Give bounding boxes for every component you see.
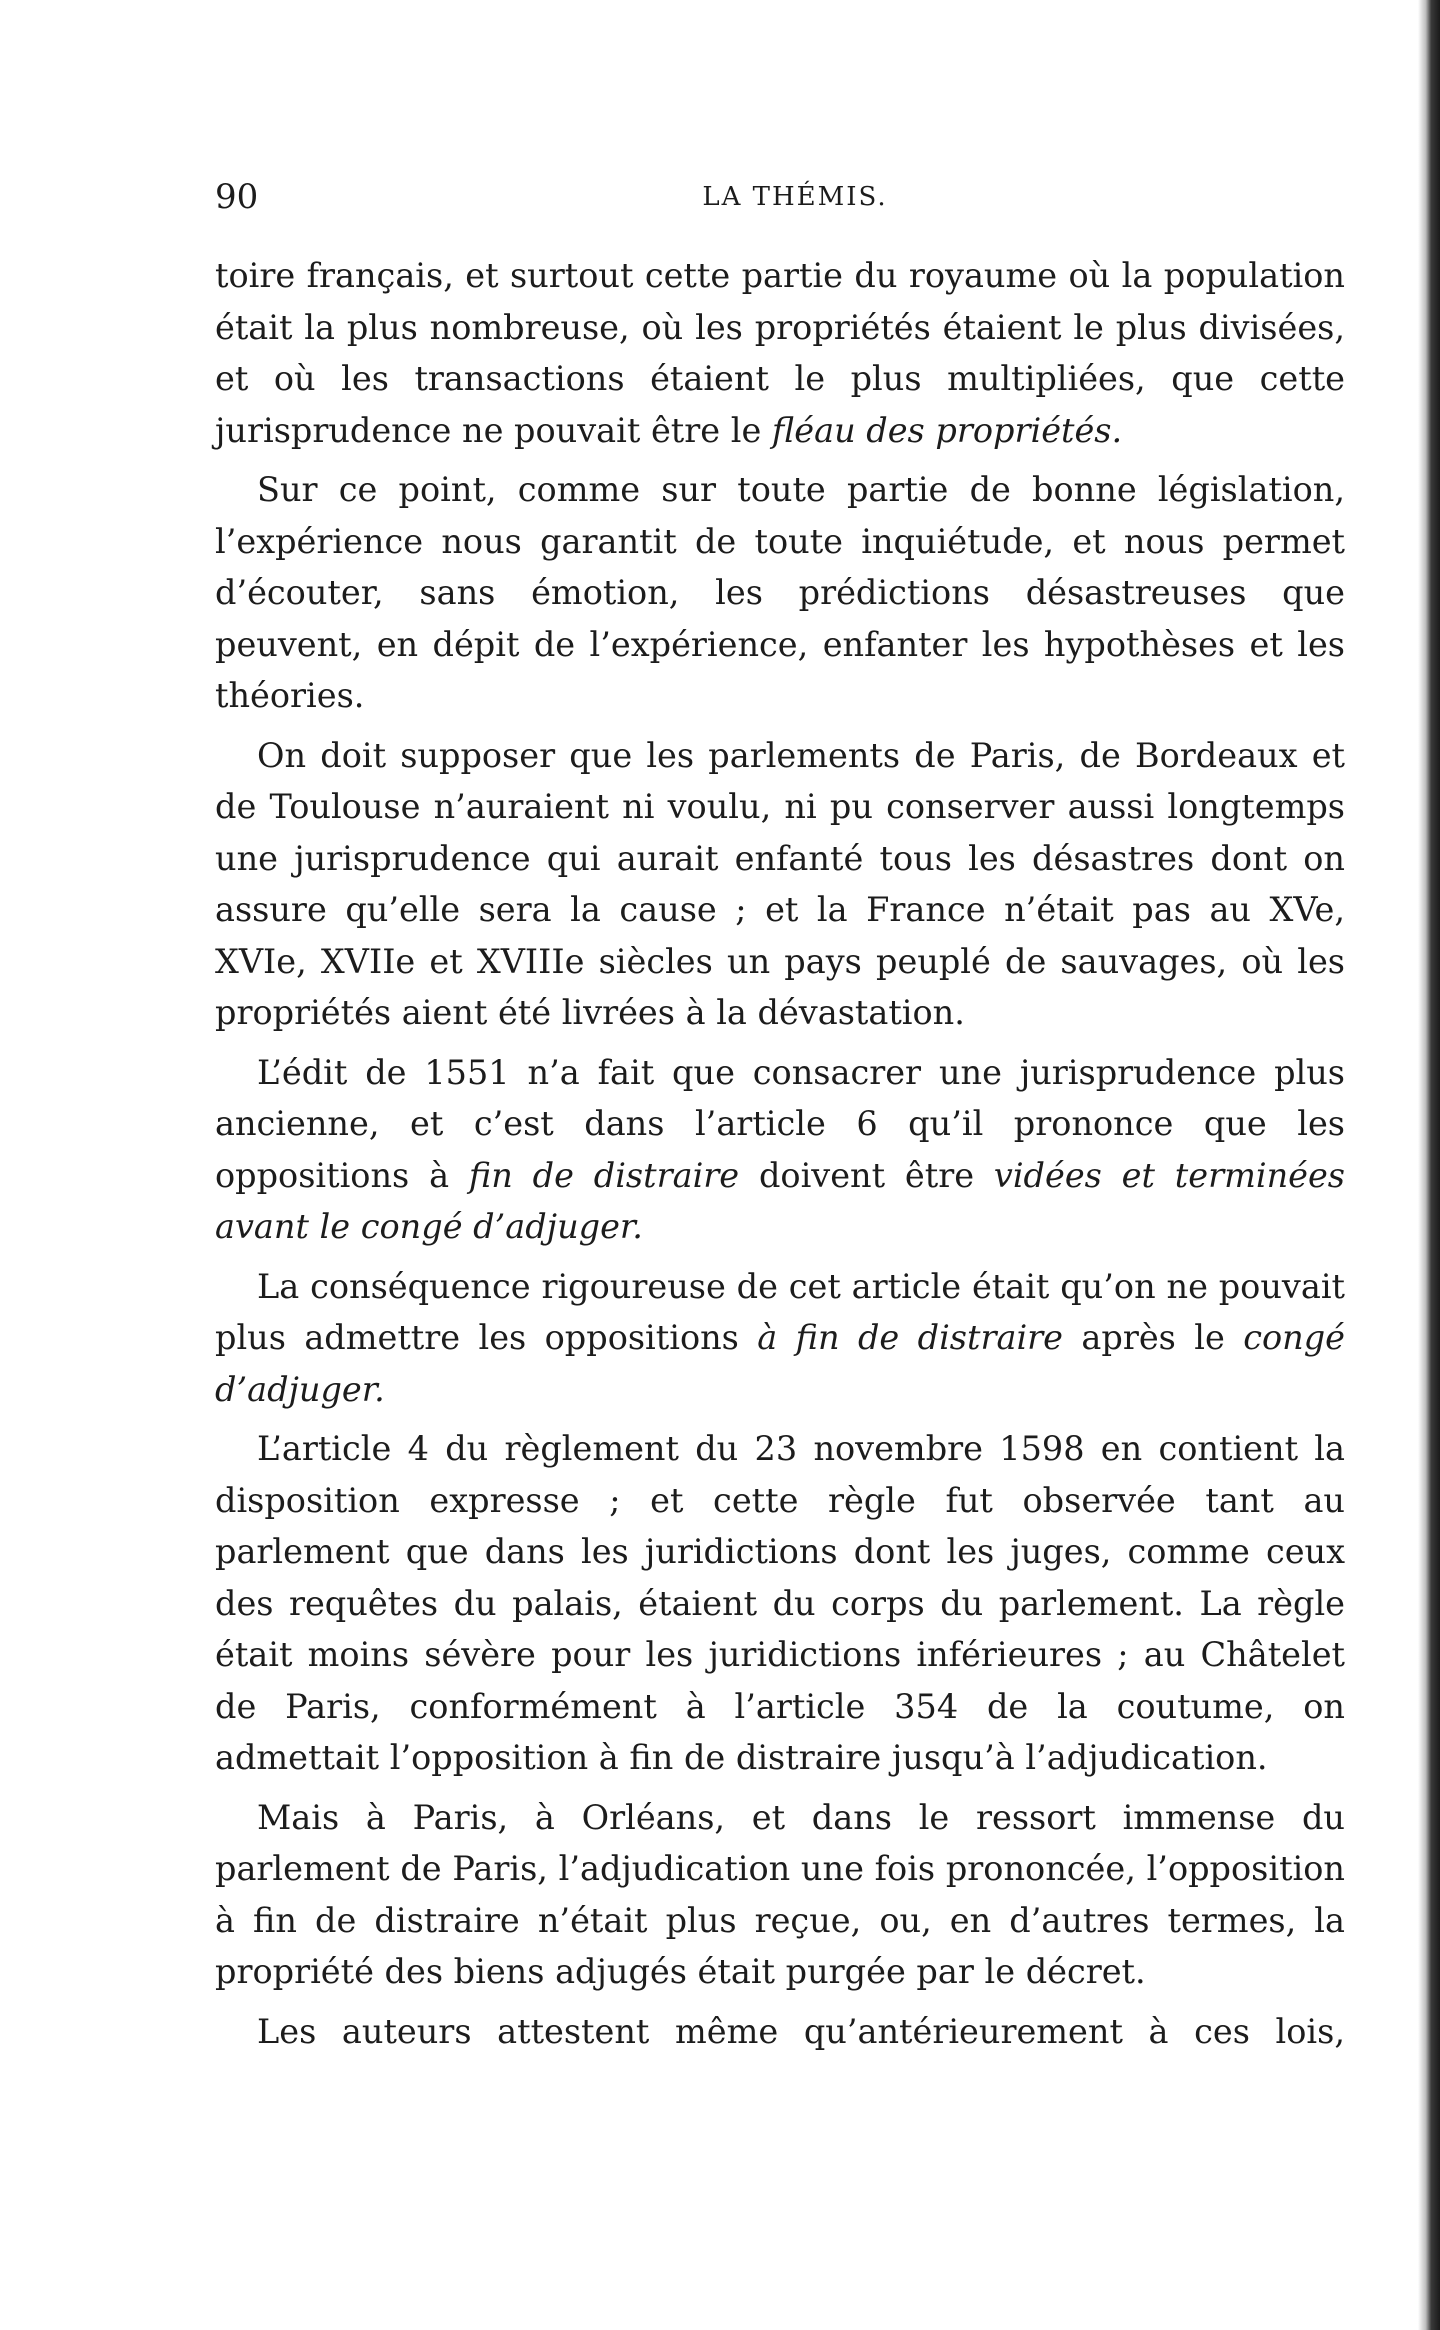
- italic-segment: fin de distraire: [468, 1155, 740, 1195]
- paragraph-3: [215, 730, 1345, 1039]
- book-spine-shadow: [1418, 0, 1440, 2330]
- text-segment: Mais à Paris, à Orléans, et dans le ressort immense du parlement de Paris, l’adjudication une fois prononcée, l’opposition à fin de distraire n’était plus reçue, ou, en d’autres termes, la propriété des biens adjugés était purgée par le décret.: [215, 1797, 1345, 1991]
- italic-segment: congé d’adjuger.: [215, 1318, 1345, 1409]
- italic-segment: vidées et terminées avant le congé d’adjuger.: [215, 1155, 1345, 1246]
- paragraph-4: [215, 1047, 1345, 1253]
- paragraph-8: [215, 2006, 1345, 2058]
- text-segment: L’édit de 1551 n’a fait que consacrer une jurisprudence plus ancienne, et c’est dans l’article 6 qu’il prononce que les oppositions à: [215, 1052, 1345, 1195]
- paragraph-5: [215, 1261, 1345, 1416]
- text-segment: Les auteurs attestent même qu’antérieurement à ces lois,: [257, 2011, 1345, 2051]
- page-header: [215, 172, 1345, 222]
- text-segment: toire français, et surtout cette partie du royaume où la population était la plus nombreuse, où les propriétés étaient le plus divisées, et où les transactions étaient le plus multipliées, que cette jurisprudence ne pouvait être le: [215, 256, 1345, 450]
- text-segment: La conséquence rigoureuse de cet article était qu’on ne pouvait plus admettre les oppositions: [215, 1266, 1345, 1357]
- text-segment: après le: [1063, 1318, 1244, 1357]
- paragraph-6: [215, 1423, 1345, 1784]
- running-head: LA THÉMIS.: [702, 182, 888, 212]
- text-segment: L’article 4 du règlement du 23 novembre 1598 en contient la disposition expresse ; et cette règle fut observée tant au parlement que dans les juridictions dont les juges, comme ceux des requêtes du palais, étaient du corps du parlement. La règle était moins sévère pour les juridictions inférieures ; au Châtelet de Paris, conformément à l’article 354 de la coutume, on admettait l’opposition à fin de distraire jusqu’à l’adjudication.: [215, 1429, 1345, 1777]
- paragraph-7: [215, 1792, 1345, 1998]
- body-text: [215, 250, 1345, 2065]
- page-number: 90: [215, 177, 259, 217]
- text-segment: On doit supposer que les parlements de Paris, de Bordeaux et de Toulouse n’auraient ni voulu, ni pu conserver aussi longtemps une jurisprudence qui aurait enfanté tous les désastres dont on assure qu’elle sera la cause ; et la France n’était pas au XVe, XVIe, XVIIe et XVIIIe siècles un pays peuplé de sauvages, où les propriétés aient été livrées à la dévastation.: [215, 735, 1345, 1032]
- italic-segment: fléau des propriétés.: [771, 410, 1123, 450]
- text-segment: Sur ce point, comme sur toute partie de bonne législation, l’expérience nous garantit de toute inquiétude, et nous permet d’écouter, sans émotion, les prédictions désastreuses que peuvent, en dépit de l’expérience, enfanter les hypothèses et les théories.: [215, 470, 1345, 715]
- paragraph-1: [215, 250, 1345, 456]
- paragraph-2: [215, 464, 1345, 722]
- italic-segment: à fin de distraire: [757, 1318, 1064, 1357]
- text-segment: doivent être: [739, 1155, 994, 1195]
